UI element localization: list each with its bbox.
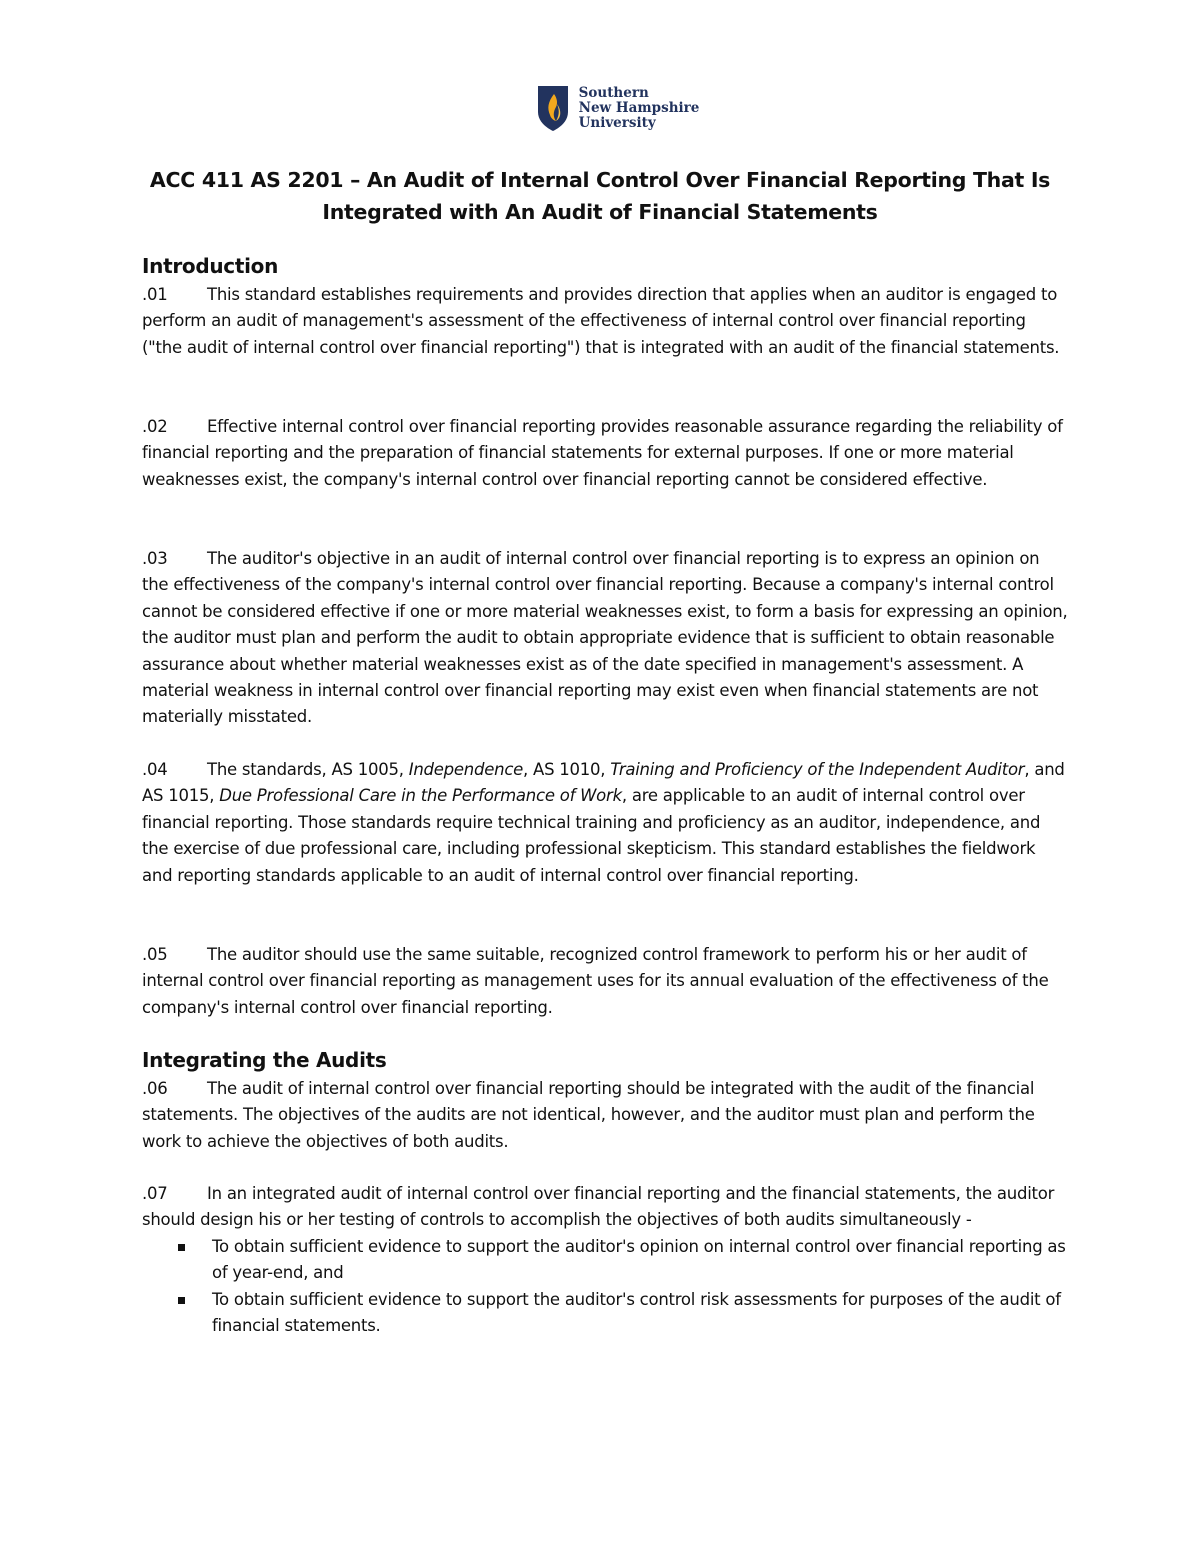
list-item-text: To obtain sufficient evidence to support the auditor's control risk assessments for purposes of the audit of financial statements. bbox=[212, 1289, 1061, 1336]
bullet-square-icon bbox=[178, 1244, 185, 1251]
section-heading-integrating: Integrating the Audits bbox=[142, 1048, 387, 1072]
standard-title-training: Training and Proficiency of the Independent Auditor bbox=[610, 760, 1025, 779]
university-logo bbox=[178, 80, 1058, 136]
paragraph-text: The auditor's objective in an audit of internal control over financial reporting is to express an opinion on the effectiveness of the company's internal control over financial reporting. Because a company's internal control cannot be considered effective if one or more material weaknesses exist, to form a basis for expressing an opinion, the auditor must plan and perform the audit to obtain appropriate evidence that is sufficient to obtain reasonable assurance about whether material weaknesses exist as of the date specified in management's assessment. A material weakness in internal control over financial reporting may exist even when financial statements are not materially misstated. bbox=[142, 549, 1068, 727]
paragraph-text: In an integrated audit of internal control over financial reporting and the financial statements, the auditor should design his or her testing of controls to accomplish the objectives of both audits simultaneously - bbox=[142, 1184, 1055, 1230]
paragraph-07 bbox=[142, 1181, 1070, 1339]
title-line-1: ACC 411 AS 2201 – An Audit of Internal Control Over Financial Reporting That Is bbox=[149, 168, 1051, 192]
paragraph-06 bbox=[142, 1076, 1070, 1155]
paragraph-03 bbox=[142, 546, 1070, 731]
paragraph-01 bbox=[142, 282, 1070, 361]
paragraph-text-part: , and AS 1015, bbox=[142, 760, 1065, 806]
paragraph-text-part: , AS 1010, bbox=[523, 760, 611, 779]
list-item bbox=[142, 1234, 1070, 1287]
paragraph-number: .05 bbox=[142, 945, 168, 964]
bullet-square-icon bbox=[178, 1297, 185, 1304]
standard-title-due-care: Due Professional Care in the Performance of Work bbox=[219, 786, 622, 806]
paragraph-number: .04 bbox=[142, 760, 168, 779]
logo-line-1: Southern bbox=[578, 84, 649, 101]
shield-flame-icon bbox=[537, 84, 569, 132]
logo-wordmark bbox=[579, 86, 700, 131]
paragraph-number: .06 bbox=[142, 1079, 168, 1098]
paragraph-text: The audit of internal control over financial reporting should be integrated with the audit of the financial statements. The objectives of the audits are not identical, however, and the auditor must plan and perform the work to achieve the objectives of both audits. bbox=[142, 1079, 1035, 1151]
bullet-list bbox=[142, 1234, 1070, 1340]
logo-line-2: New Hampshire bbox=[578, 99, 700, 116]
section-heading-introduction: Introduction bbox=[142, 254, 279, 278]
paragraph-02 bbox=[142, 414, 1070, 493]
logo-line-3: University bbox=[578, 114, 656, 131]
paragraph-text-part: , are applicable to an audit of internal control over financial reporting. Those standards require technical training and proficiency as an auditor, independence, and the exercise of due professional care, including professional skepticism. This standard establishes the fieldwork and reporting standards applicable to an audit of internal control over financial reporting. bbox=[142, 786, 1041, 885]
paragraph-05 bbox=[142, 942, 1070, 1021]
page-title bbox=[142, 164, 1058, 228]
paragraph-number: .07 bbox=[142, 1184, 168, 1203]
list-item-text: To obtain sufficient evidence to support the auditor's opinion on internal control over financial reporting as of year-end, and bbox=[212, 1236, 1066, 1283]
paragraph-text: This standard establishes requirements and provides direction that applies when an auditor is engaged to perform an audit of management's assessment of the effectiveness of internal control over financial reporting ("the audit of internal control over financial reporting") that is integrated with an audit of the financial statements. bbox=[142, 285, 1060, 357]
paragraph-number: .01 bbox=[142, 285, 168, 304]
standard-title-independence: Independence bbox=[408, 760, 524, 779]
paragraph-text: The auditor should use the same suitable, recognized control framework to perform his or her audit of internal control over financial reporting as management uses for its annual evaluation of the effectiveness of the company's internal control over financial reporting. bbox=[142, 945, 1049, 1017]
paragraph-text: Effective internal control over financial reporting provides reasonable assurance regarding the reliability of financial reporting and the preparation of financial statements for external purposes. If one or more material weaknesses exist, the company's internal control over financial reporting cannot be considered effective. bbox=[142, 417, 1063, 489]
paragraph-number: .03 bbox=[142, 549, 168, 568]
paragraph-04 bbox=[142, 757, 1070, 889]
list-item bbox=[142, 1287, 1070, 1340]
paragraph-number: .02 bbox=[142, 417, 168, 436]
title-line-2: Integrated with An Audit of Financial Statements bbox=[322, 200, 878, 224]
paragraph-text-part: The standards, AS 1005, bbox=[207, 760, 409, 779]
